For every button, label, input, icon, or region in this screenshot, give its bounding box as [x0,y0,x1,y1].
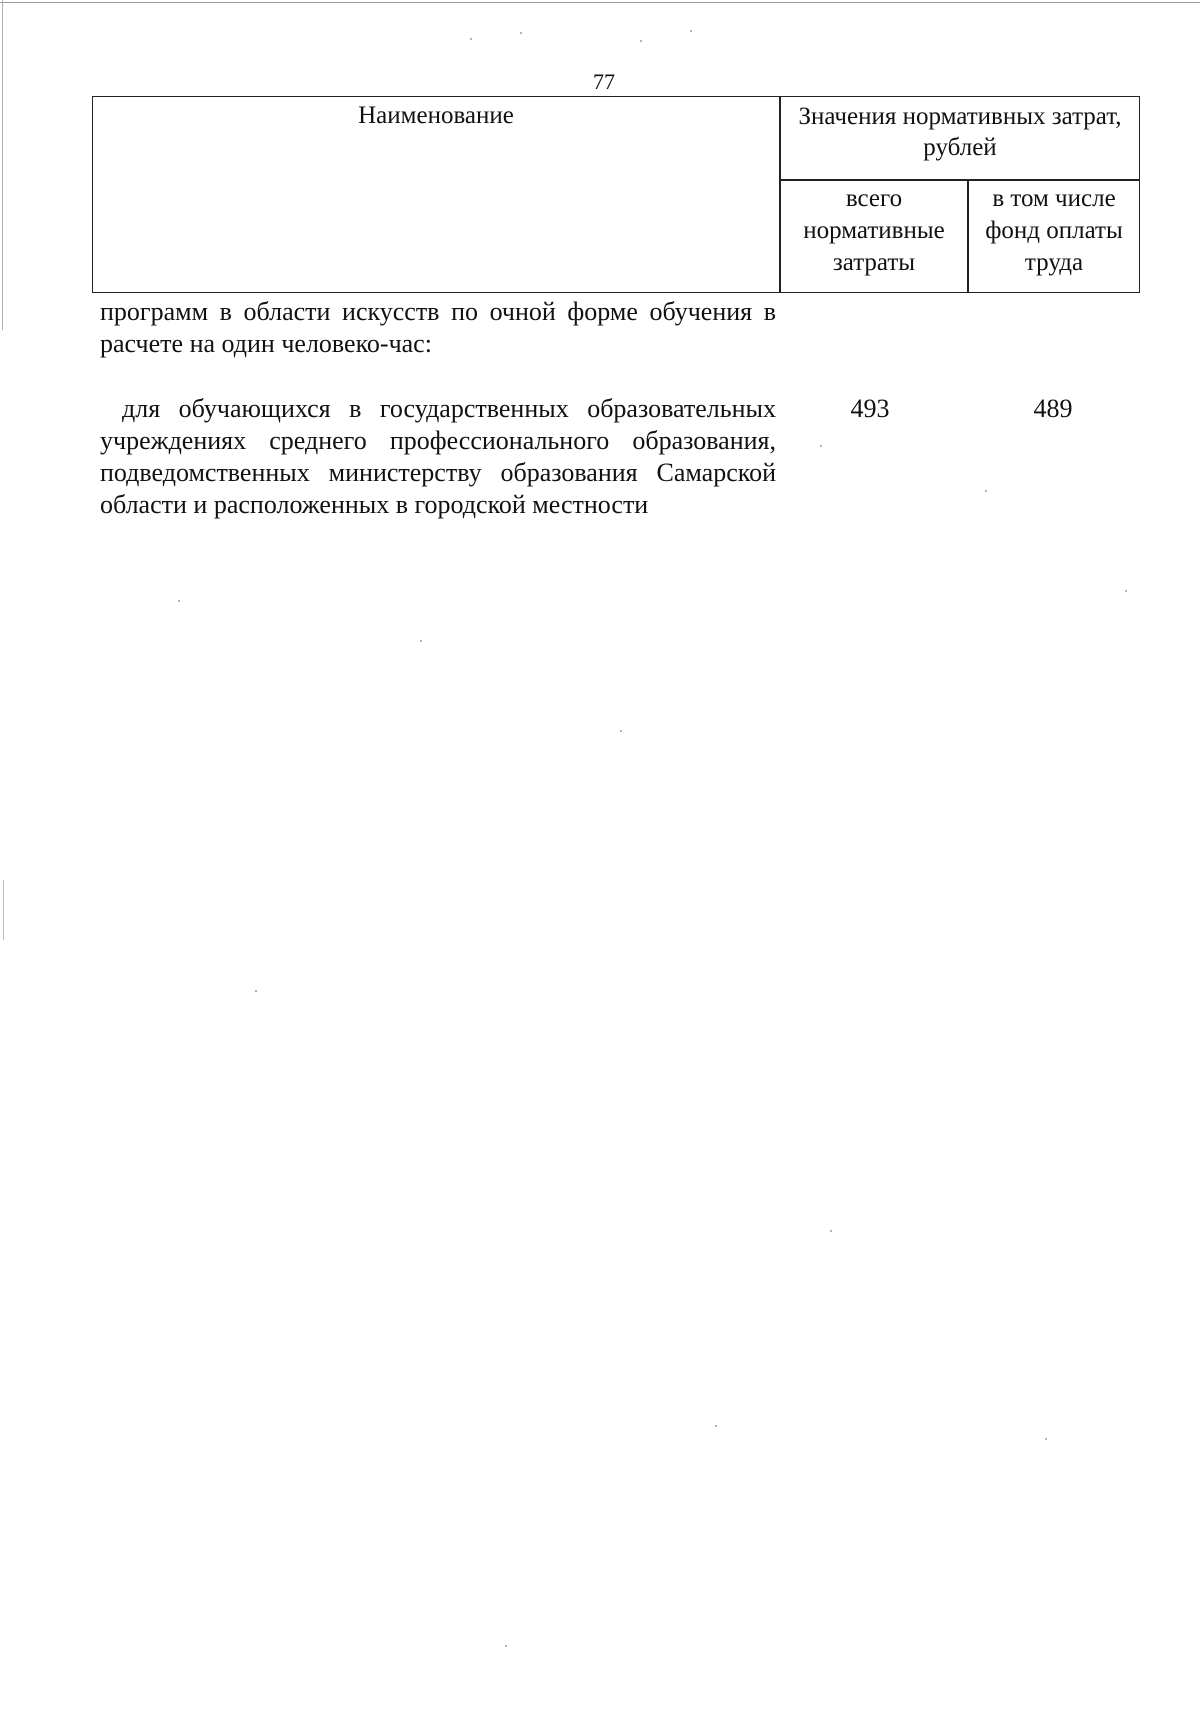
intro-paragraph: программ в области искусств по очной форме обучения в расчете на один человеко-час: [100,297,776,358]
scan-speck [715,1425,717,1427]
scan-speck [255,990,257,992]
table-header [92,96,1140,293]
table-row-name: для обучающихся в государственных образовательных учреждениях среднего профессионального образования, подведомственных министерству образования Самарской области и расположенных в городской местности [100,394,776,519]
table-row-payroll-value: 489 [1033,394,1073,423]
scan-top-edge [0,2,1200,3]
scan-speck [420,640,422,642]
scan-speck [620,730,622,732]
scan-speck [820,445,822,447]
header-name-cell: Наименование [358,102,514,129]
header-values-cell: Значения нормативных затрат, рублей [798,103,1122,161]
scan-speck [1125,590,1127,592]
page-number: 77 [593,69,615,94]
scan-left-edge [2,0,3,330]
scan-speck [690,30,692,32]
table-row-total-value: 493 [850,394,890,423]
scan-speck [178,600,180,602]
scan-speck [985,490,987,492]
scan-speck [1045,1438,1047,1440]
scan-speck [830,1230,832,1232]
table-row-divider [779,179,1139,181]
scan-speck [505,1645,507,1647]
scan-speck [640,40,642,42]
header-payroll-cell: в том числе фонд оплаты труда [985,185,1123,276]
scan-speck [520,32,522,34]
scan-speck [470,38,472,40]
header-total-cell: всего нормативные затраты [803,185,945,276]
scan-left-mark [3,880,4,940]
